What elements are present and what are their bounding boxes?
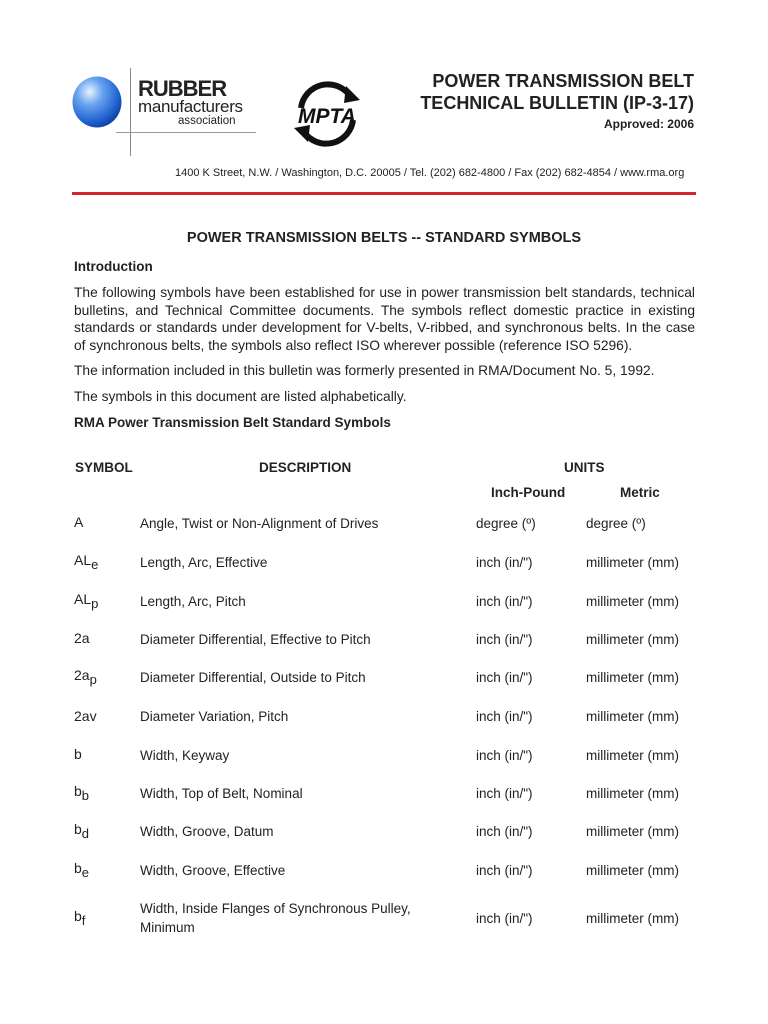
- logo-manufacturers-text: manufacturers: [138, 97, 243, 116]
- intro-heading: Introduction: [74, 259, 153, 274]
- symbol-cell: b: [74, 746, 82, 762]
- description-cell: Width, Keyway: [140, 748, 230, 763]
- description-cell: Diameter Differential, Effective to Pitch: [140, 632, 371, 647]
- symbol-cell: $b_d$: [74, 821, 90, 841]
- description-cell: Width, Groove, Effective: [140, 863, 286, 878]
- symbol-cell: $b_b$: [74, 783, 90, 803]
- description-cell: Width, Groove, Datum: [140, 824, 274, 839]
- address-line: 1400 K Street, N.W. / Washington, D.C. 20005 / Tel. (202) 682-4800 / Fax (202) 682-4854 / www.rma.org: [175, 167, 685, 179]
- metric-cell: millimeter (mm): [586, 670, 679, 685]
- former-document-paragraph: The information included in this bulletin was formerly presented in RMA/Document No. 5, 1992.: [74, 363, 655, 378]
- description-cell: Width, Inside Flanges of Synchronous Pulley,: [140, 901, 411, 916]
- description-cell: Length, Arc, Pitch: [140, 594, 246, 609]
- bulletin-title-line2: TECHNICAL BULLETIN (IP-3-17): [420, 93, 694, 113]
- inch-pound-cell: inch (in/"): [476, 824, 533, 839]
- symbol-cell: A: [74, 514, 84, 530]
- symbol-cell: $2a_p$: [74, 667, 97, 687]
- metric-cell: millimeter (mm): [586, 786, 679, 801]
- col-header-metric: Metric: [620, 485, 660, 500]
- inch-pound-cell: inch (in/"): [476, 670, 533, 685]
- col-header-inch-pound: Inch-Pound: [491, 485, 566, 500]
- description-cell: Angle, Twist or Non-Alignment of Drives: [140, 516, 379, 531]
- table-heading: RMA Power Transmission Belt Standard Symbols: [74, 415, 391, 430]
- description-cell: Width, Top of Belt, Nominal: [140, 786, 303, 801]
- symbol-cell: 2a: [74, 630, 90, 646]
- alphabetical-note: The symbols in this document are listed alphabetically.: [74, 389, 407, 404]
- description-cell: Diameter Variation, Pitch: [140, 709, 289, 724]
- mpta-logo: [286, 76, 368, 152]
- inch-pound-cell: inch (in/"): [476, 786, 533, 801]
- logo-rubber-text: RUBBER: [138, 76, 227, 101]
- inch-pound-cell: inch (in/"): [476, 632, 533, 647]
- inch-pound-cell: inch (in/"): [476, 709, 533, 724]
- inch-pound-cell: inch (in/"): [476, 594, 533, 609]
- inch-pound-cell: degree (º): [476, 516, 536, 531]
- logo-divider-vertical: [130, 68, 131, 156]
- symbol-cell: 2av: [74, 708, 97, 724]
- symbol-cell: $AL_e$: [74, 552, 99, 572]
- inch-pound-cell: inch (in/"): [476, 863, 533, 878]
- header-rule: [72, 192, 696, 195]
- symbol-cell: $AL_p$: [74, 591, 99, 611]
- metric-cell: millimeter (mm): [586, 709, 679, 724]
- metric-cell: millimeter (mm): [586, 748, 679, 763]
- description-cell-continuation: Minimum: [140, 920, 195, 935]
- metric-cell: millimeter (mm): [586, 594, 679, 609]
- col-header-symbol: SYMBOL: [75, 460, 133, 475]
- rma-globe-logo: [72, 76, 122, 128]
- metric-cell: millimeter (mm): [586, 555, 679, 570]
- symbol-cell: $b_e$: [74, 860, 90, 880]
- mpta-logo-text: MPTA: [298, 105, 356, 128]
- col-header-units: UNITS: [564, 460, 605, 475]
- col-header-description: DESCRIPTION: [259, 460, 352, 475]
- metric-cell: millimeter (mm): [586, 632, 679, 647]
- inch-pound-cell: inch (in/"): [476, 555, 533, 570]
- metric-cell: millimeter (mm): [586, 824, 679, 839]
- inch-pound-cell: inch (in/"): [476, 911, 533, 926]
- approved-date: Approved: 2006: [603, 117, 694, 131]
- logo-association-text: association: [178, 115, 236, 127]
- inch-pound-cell: inch (in/"): [476, 748, 533, 763]
- symbol-cell: $b_f$: [74, 908, 86, 928]
- metric-cell: millimeter (mm): [586, 911, 679, 926]
- description-cell: Diameter Differential, Outside to Pitch: [140, 670, 366, 685]
- document-title: POWER TRANSMISSION BELTS -- STANDARD SYMBOLS: [186, 230, 582, 246]
- metric-cell: millimeter (mm): [586, 863, 679, 878]
- intro-paragraph: The following symbols have been established for use in power transmission belt standards, technical bulletins, and Technical Committee documents. The symbols reflect domestic practice in existing standards or standards under development for V-belts, V-ribbed, and synchronous belts. In the case of synchronous belts, the symbols also reflect ISO wherever possible (reference ISO 5296).: [74, 285, 695, 353]
- logo-divider-horizontal: [116, 132, 256, 133]
- description-cell: Length, Arc, Effective: [140, 555, 268, 570]
- bulletin-title-line1: POWER TRANSMISSION BELT: [432, 71, 694, 91]
- metric-cell: degree (º): [586, 516, 646, 531]
